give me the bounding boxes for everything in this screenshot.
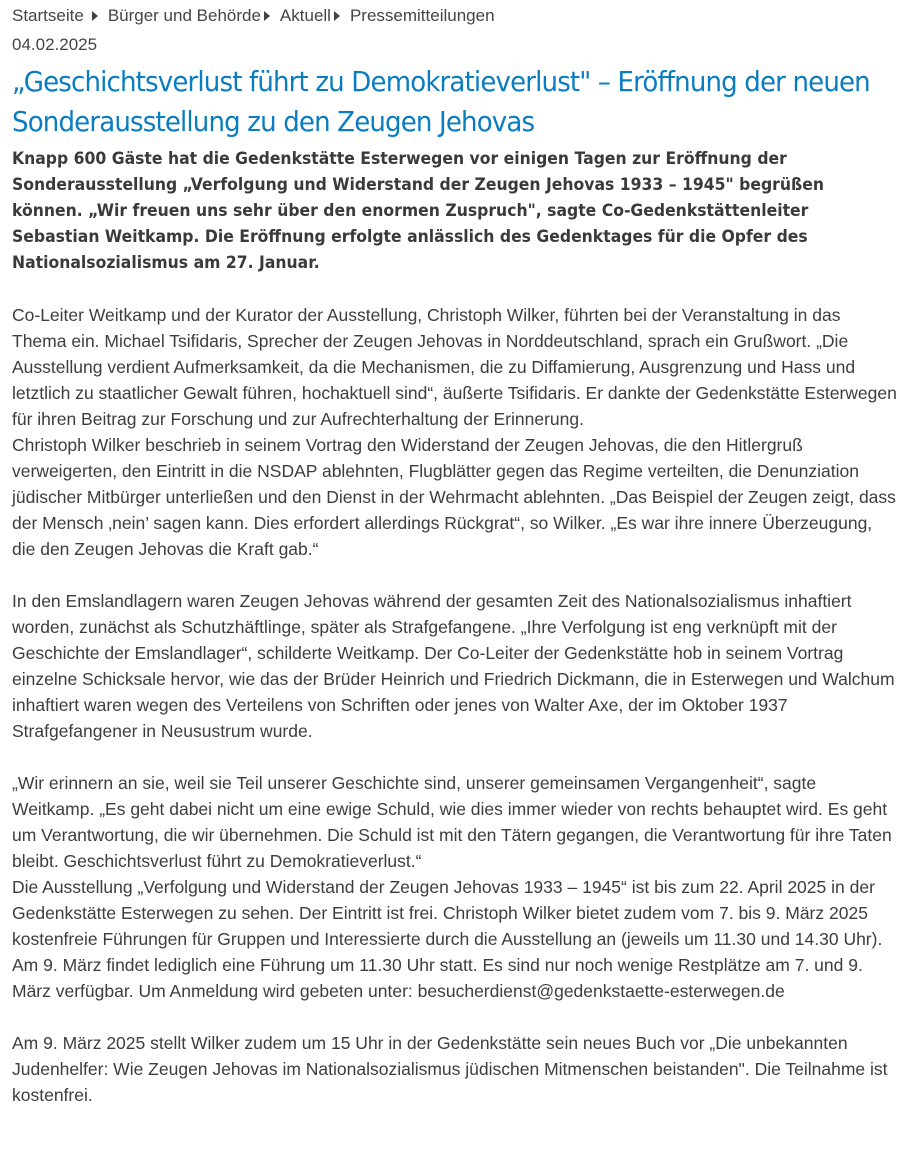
breadcrumb-item-startseite[interactable]: Startseite xyxy=(12,6,84,25)
breadcrumb xyxy=(12,2,898,30)
breadcrumb-item-pressemitteilungen[interactable]: Pressemitteilungen xyxy=(349,6,495,25)
article-date: 04.02.2025 xyxy=(12,35,98,54)
triangle-right-icon xyxy=(92,11,98,21)
article-paragraph: Am 9. März 2025 stellt Wilker zudem um 15 Uhr in der Gedenkstätte sein neues Buch vor „Die unbekannten Judenhelfer: Wie Zeugen Jehovas im Nationalsozialismus jüdischen Mitmenschen beistanden". Die Teilnahme ist kostenfrei. xyxy=(12,1033,888,1105)
article-paragraph: „Wir erinnern an sie, weil sie Teil unserer Geschichte sind, unserer gemeinsamen Vergangenheit“, sagte Weitkamp. „Es geht dabei nicht um eine ewige Schuld, wie dies immer wieder von rechts behauptet wird. Es geht um Verantwortung, die wir übernehmen. Die Schuld ist mit den Tätern gegangen, die Verantwortung für ihre Taten bleibt. Geschichtsverlust führt zu Demokratieverlust.“ xyxy=(12,773,892,871)
article-lead: Knapp 600 Gäste hat die Gedenkstätte Esterwegen vor einigen Tagen zur Eröffnung der Sonderausstellung „Verfolgung und Widerstand der Zeugen Jehovas 1933 – 1945" begrüßen können. „Wir freuen uns sehr über den enormen Zuspruch", sagte Co-Gedenkstättenleiter Sebastian Weitkamp. Die Eröffnung erfolgte anlässlich des Gedenktages für die Opfer des Nationalsozialismus am 27. Januar. xyxy=(12,149,824,273)
article-paragraph: Christoph Wilker beschrieb in seinem Vortrag den Widerstand der Zeugen Jehovas, die den Hitlergruß verweigerten, den Eintritt in die NSDAP ablehnten, Flugblätter gegen das Regime verteilten, die Denunziation jüdischer Mitbürger unterließen und den Dienst in der Wehrmacht ablehnten. „Das Beispiel der Zeugen zeigt, dass der Mensch ‚nein’ sagen kann. Dies erfordert allerdings Rückgrat“, so Wilker. „Es war ihre innere Überzeugung, die den Zeugen Jehovas die Kraft gab.“ xyxy=(12,435,896,559)
article-paragraph xyxy=(12,874,898,1004)
article-body xyxy=(12,302,898,1108)
article-paragraph: Co-Leiter Weitkamp und der Kurator der Ausstellung, Christoph Wilker, führten bei der Veranstaltung in das Thema ein. Michael Tsifidaris, Sprecher der Zeugen Jehovas in Norddeutschland, sprach ein Grußwort. „Die Ausstellung verdient Aufmerksamkeit, da die Mechanismen, die zu Diffamierung, Ausgrenzung und Hass und letztlich zu staatlicher Gewalt führen, hochaktuell sind“, äußerte Tsifidaris. Er dankte der Gedenkstätte Esterwegen für ihren Beitrag zur Forschung und zur Aufrechterhaltung der Erinnerung. xyxy=(12,305,897,429)
breadcrumb-item-buerger-und-behoerde[interactable]: Bürger und Behörde xyxy=(107,6,261,25)
breadcrumb-item-aktuell[interactable]: Aktuell xyxy=(279,6,331,25)
article-title: „Geschichtsverlust führt zu Demokratieverlust" – Eröffnung der neuen Sonderausstellung zu den Zeugen Jehovas xyxy=(12,65,870,138)
article-paragraph-text: Die Ausstellung „Verfolgung und Widerstand der Zeugen Jehovas 1933 – 1945“ ist bis zum 22. April 2025 in der Gedenkstätte Esterwegen zu sehen. Der Eintritt ist frei. Christoph Wilker bietet zudem vom 7. bis 9. März 2025 kostenfreie Führungen für Gruppen und Interessierte durch die Ausstellung an (jeweils um 11.30 und 14.30 Uhr). Am 9. März findet lediglich eine Führung um 11.30 Uhr statt. Es sind nur noch wenige Restplätze am 7. und 9. März verfügbar. Um Anmeldung wird gebeten unter: xyxy=(12,877,883,1001)
triangle-right-icon xyxy=(264,11,270,21)
email-link[interactable]: besucherdienst@gedenkstaette-esterwegen.de xyxy=(417,981,785,1001)
triangle-right-icon xyxy=(334,11,340,21)
article-paragraph: In den Emslandlagern waren Zeugen Jehovas während der gesamten Zeit des Nationalsozialismus inhaftiert worden, zunächst als Schutzhäftlinge, später als Strafgefangene. „Ihre Verfolgung ist eng verknüpft mit der Geschichte der Emslandlager“, schilderte Weitkamp. Der Co-Leiter der Gedenkstätte hob in seinem Vortrag einzelne Schicksale hervor, wie das der Brüder Heinrich und Friedrich Dickmann, die in Esterwegen und Walchum inhaftiert waren wegen des Verteilens von Schriften oder jenes von Walter Axe, der im Oktober 1937 Strafgefangener in Neusustrum wurde. xyxy=(12,591,895,741)
